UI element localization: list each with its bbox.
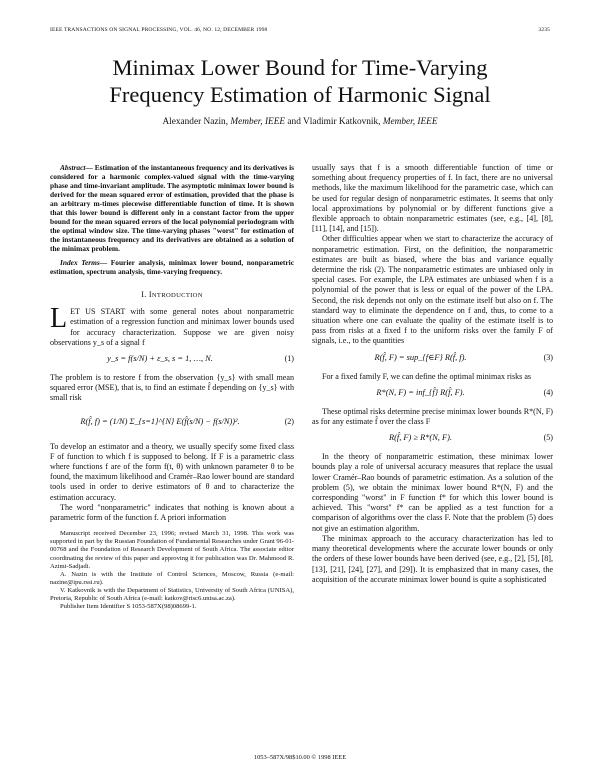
equation-5-expr: R(f̂, F) ≥ R*(N, F).	[389, 433, 452, 443]
equation-5	[312, 430, 553, 449]
section-heading	[50, 290, 294, 301]
right-paragraph-6: The minimax approach to the accuracy characterization has led to many theoretical developments where the accurate lower bounds or only the orders of these lower bounds have been derived (see, e.g., [2], [5], [8], [13], [21], [24], [27], and [29]). It is emphasized that in many cases, the acquisition of the accurate minimax lower bound is quite a sophisticated	[312, 533, 553, 584]
abstract	[50, 163, 294, 253]
intro-paragraph-3: To develop an estimator and a theory, we usually specify some fixed class F of function to which f is supposed to belong. If F is a parametric class where functions f are of the form f(t, θ) with unknown parameter θ to be found, the maximum likelihood and Cramér–Rao lower bound are standard tools used in order to derive estimators of θ and to characterize the estimation accuracy.	[50, 441, 294, 502]
journal-line: IEEE TRANSACTIONS ON SIGNAL PROCESSING, VOL. 46, NO. 12, DECEMBER 1998	[50, 27, 268, 33]
intro-paragraph-4: The word "nonparametric" indicates that nothing is known about a parametric form of the function f. A priori information	[50, 502, 294, 523]
equation-5-number: (5)	[543, 433, 553, 443]
abstract-text: Estimation of the instantaneous frequency and its derivatives is considered for a harmonic complex-valued signal with the time-varying phase and time-invariant amplitude. The asymptotic minimax lower bound is derived for the mean squared error of estimation, provided that the phase is an arbitrary m-times piecewise differentiable function of time. It is shown that this lower bound is different only in a constant factor from the upper bound for the mean squared errors of the local polynomial periodogram with the optimal window size. The time-varying phases "worst" for estimation of the instantaneous frequency and its derivatives are obtained as a solution of the minimax problem.	[50, 163, 294, 253]
title-line-2: Frequency Estimation of Harmonic Signal	[109, 82, 491, 107]
index-terms-text: Fourier analysis, minimax lower bound, nonparametric estimation, spectrum analysis, time-varying frequency.	[50, 258, 294, 276]
equation-1-number: (1)	[284, 354, 294, 364]
footnotes	[50, 530, 294, 611]
equation-4-number: (4)	[543, 387, 553, 397]
author-conjunction: and	[287, 117, 301, 127]
intro-paragraph-1	[50, 303, 294, 348]
footnote-nazin: A. Nazin is with the Institute of Control Sciences, Moscow, Russia (e-mail: nazine@ipu.rssi.ru).	[50, 570, 294, 586]
title-line-1: Minimax Lower Bound for Time-Varying	[112, 55, 488, 80]
section-title-cap: I	[148, 290, 152, 299]
right-paragraph-5: In the theory of nonparametric estimation, these minimax lower bounds play a role of universal accuracy measures that replace the usual lower Cramér–Rao bounds of parametric estimation. As a solution of the problem (5), we obtain the minimax lower bound R*(N, F) and the corresponding "worst" in F function f* for which this lower bound is achieved. This "worst" f* can be applied as a test function for a comparison of algorithms over the class F. Note that the problem (5) does not give an estimation algorithm.	[312, 452, 553, 533]
author-1-role: Member, IEEE	[230, 117, 286, 127]
abstract-label: Abstract—	[60, 163, 93, 172]
footnote-katkovnik: V. Katkovnik is with the Department of Statistics, University of South Africa (UNISA), Pretoria, Republic of South Africa (e-mail: katkov@risc6.unisa.ac.za).	[50, 586, 294, 602]
index-terms	[50, 258, 294, 276]
page-number: 3235	[538, 27, 550, 33]
drop-cap: L	[50, 303, 68, 335]
footnote-manuscript: Manuscript received December 23, 1996; revised March 31, 1998. This work was supported in part by the Russian Foundation of Fundamental Researches under Grant 96-01-00768 and the Foundation of Research Development of South Africa. The associate editor coordinating the review of this paper and approving it for publication was Dr. Mahmood R. Azimi-Sadjadi.	[50, 530, 294, 570]
equation-1	[50, 351, 294, 370]
right-paragraph-2: Other difficulties appear when we start to characterize the accuracy of nonparametric estimation. First, on the definition, the nonparametric estimates are built as biased, where the bias and variance equally determine the risk (2). The nonparametric estimates are unbiased only in special cases. For example, the LPA estimates are unbiased when f is a polynomial of the power that is less or equal of the power of the LPA. Second, the risk depends not only on the estimate itself but also on f. The standard way to eliminate the dependence on f and, thus, to come to a situation where one can evaluate the quality of the estimate itself is to pass from risks at a fixed f to the uniform risks over the family F of signals, i.e., to the quantities	[312, 234, 553, 346]
equation-3	[312, 350, 553, 369]
footnote-publisher: Publisher Item Identifier S 1053-587X(98)08699-1.	[60, 603, 197, 611]
author-2: Vladimir Katkovnik,	[303, 117, 381, 127]
equation-3-number: (3)	[543, 352, 553, 362]
running-header	[50, 27, 550, 37]
right-column	[312, 163, 553, 585]
equation-2	[50, 407, 294, 439]
equation-1-expr: y_s = f(s/N) + ε_s, s = 1, …, N.	[107, 354, 213, 364]
equation-2-expr: R(f̂, f) = (1/N) Σ_{s=1}^{N} E(f̂(s/N) − f(s/N))².	[80, 416, 240, 426]
index-terms-label: Index Terms—	[60, 258, 108, 267]
right-paragraph-4: These optimal risks determine precise minimax lower bounds R*(N, F) as for any estimate f̂ over the class F	[312, 406, 553, 427]
section-numeral: I.	[141, 290, 147, 299]
equation-2-number: (2)	[284, 416, 294, 426]
intro-paragraph-2: The problem is to restore f from the observation {y_s} with small mean squared error (MSE), that is, to find an estimate f̂ depending on {y_s} with small risk	[50, 373, 294, 403]
author-1: Alexander Nazin,	[162, 117, 229, 127]
section-title-rest: NTRODUCTION	[151, 292, 203, 299]
right-paragraph-1: usually says that f is a smooth differentiable function of time or something about frequency properties of f. In fact, there are no universal methods, like the maximum likelihood for the parametric case, which can be used for regular design of nonparametric estimates. It seems that only local approximations by polynomial or by different functions give a flexible approach to obtain nonparametric estimates (see, e.g., [4], [8], [11], [14], and [15]).	[312, 163, 553, 234]
equation-4-expr: R*(N, F) = inf_{f̂} R(f̂, F).	[376, 387, 465, 397]
copyright-footer: 1053–587X/98$10.00 © 1998 IEEE	[253, 754, 347, 761]
equation-4	[312, 385, 553, 404]
author-line	[40, 117, 560, 127]
intro-paragraph-1-text: ET US START with some general notes about nonparametric estimation of a regression function and minimax lower bounds used for accuracy characterization. Suppose we are given noisy observations y_s of a signal f	[50, 307, 294, 347]
left-column	[50, 163, 294, 611]
right-paragraph-3: For a fixed family F, we can define the optimal minimax risks as	[322, 371, 532, 381]
paper-title	[40, 54, 560, 108]
author-2-role: Member, IEEE	[382, 117, 438, 127]
equation-3-expr: R(f̂, F) = sup_{f∈F} R(f̂, f).	[374, 352, 467, 362]
